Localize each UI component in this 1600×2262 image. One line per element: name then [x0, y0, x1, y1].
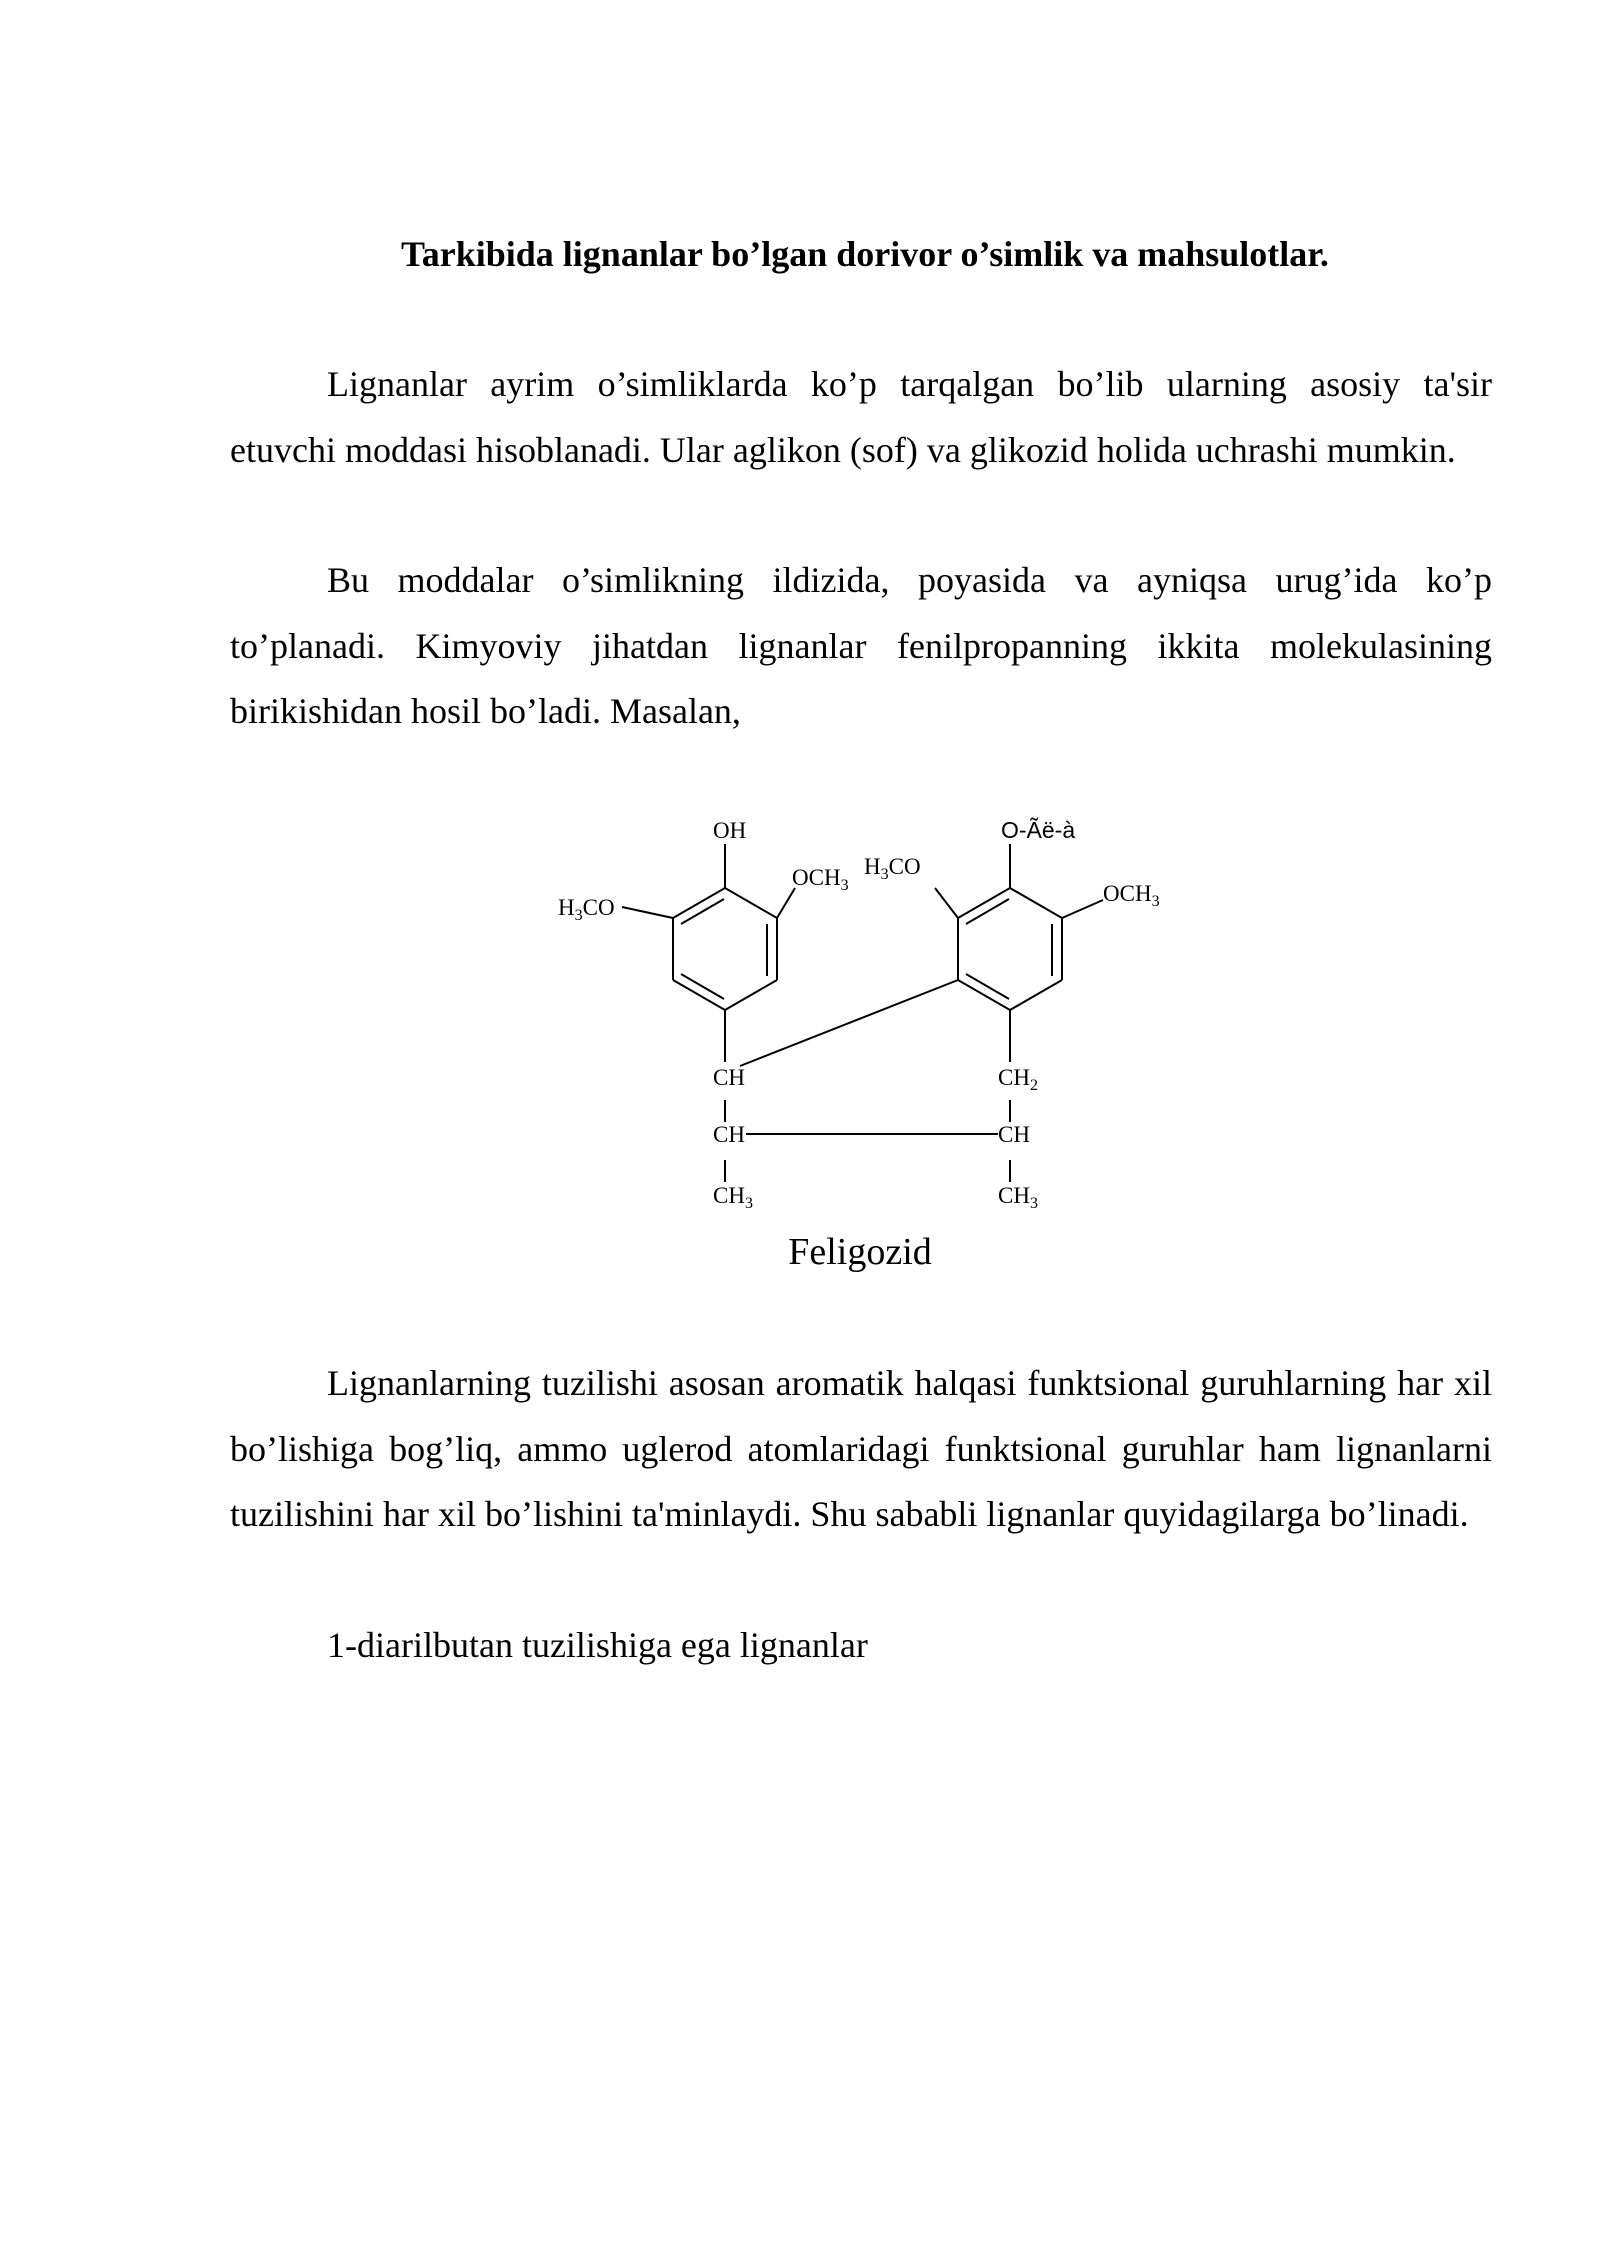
label-ch3-left: $CH_3$ — [713, 1183, 753, 1212]
bond-h3co-right — [935, 888, 958, 918]
label-ch-left-2: CH — [713, 1122, 745, 1147]
feligozid-structure — [0, 800, 1600, 1230]
bond-och3-left — [777, 888, 795, 918]
paragraph-structure: Lignanlarning tuzilishi asosan aromatik halqasi funktsional guruhlarning har xil bo’lishiga bog’liq, ammo uglerod atomlaridagi funktsional guruhlar ham lignanlarni tuzilishini har xil bo’lishini ta'minlaydi. Shu sababli lignanlar quyidagilarga bo’linadi. — [230, 1363, 1492, 1534]
left-benzene-ring — [673, 888, 777, 1010]
paragraph-occurrence: Bu moddalar o’simlikning ildizida, poyasida va ayniqsa urug’ida ko’p to’planadi. Kimyoviy jihatdan lignanlar fenilpropanning ikkita molekulasining birikishidan hosil bo’ladi. Masalan, — [230, 560, 1492, 731]
bond-ch-to-right-ring — [740, 980, 958, 1066]
label-ch-right: CH — [998, 1122, 1030, 1147]
label-o-sugar: O-Ãë-à — [1001, 817, 1076, 843]
right-benzene-ring — [958, 888, 1062, 1010]
bond-och3-right — [1062, 900, 1103, 918]
label-ch2-right: $CH_2$ — [998, 1065, 1038, 1094]
label-ch3-right: $CH_3$ — [998, 1183, 1038, 1212]
label-h3co-left: $H_3CO$ — [558, 895, 615, 924]
paragraph-intro: Lignanlar ayrim o’simliklarda ko’p tarqalgan bo’lib ularning asosiy ta'sir etuvchi moddasi hisoblanadi. Ular aglikon (sof) va glikozid holida uchrashi mumkin. — [230, 364, 1492, 470]
figure-caption: Feligozid — [788, 1231, 932, 1273]
label-ch-left-1: CH — [713, 1065, 745, 1090]
bond-h3co-left — [622, 907, 673, 918]
chemical-structure-figure — [0, 800, 1600, 1235]
page-title: Tarkibida lignanlar bo’lgan dorivor o’simlik va mahsulotlar. — [401, 234, 1329, 274]
label-oh: OH — [713, 818, 747, 843]
paragraph-classification-item: 1-diarilbutan tuzilishiga ega lignanlar — [327, 1625, 868, 1665]
label-h3co-right: $H_3CO$ — [864, 854, 921, 883]
label-och3-right: $OCH_3$ — [1103, 881, 1160, 910]
label-och3-left: $OCH_3$ — [792, 865, 849, 894]
